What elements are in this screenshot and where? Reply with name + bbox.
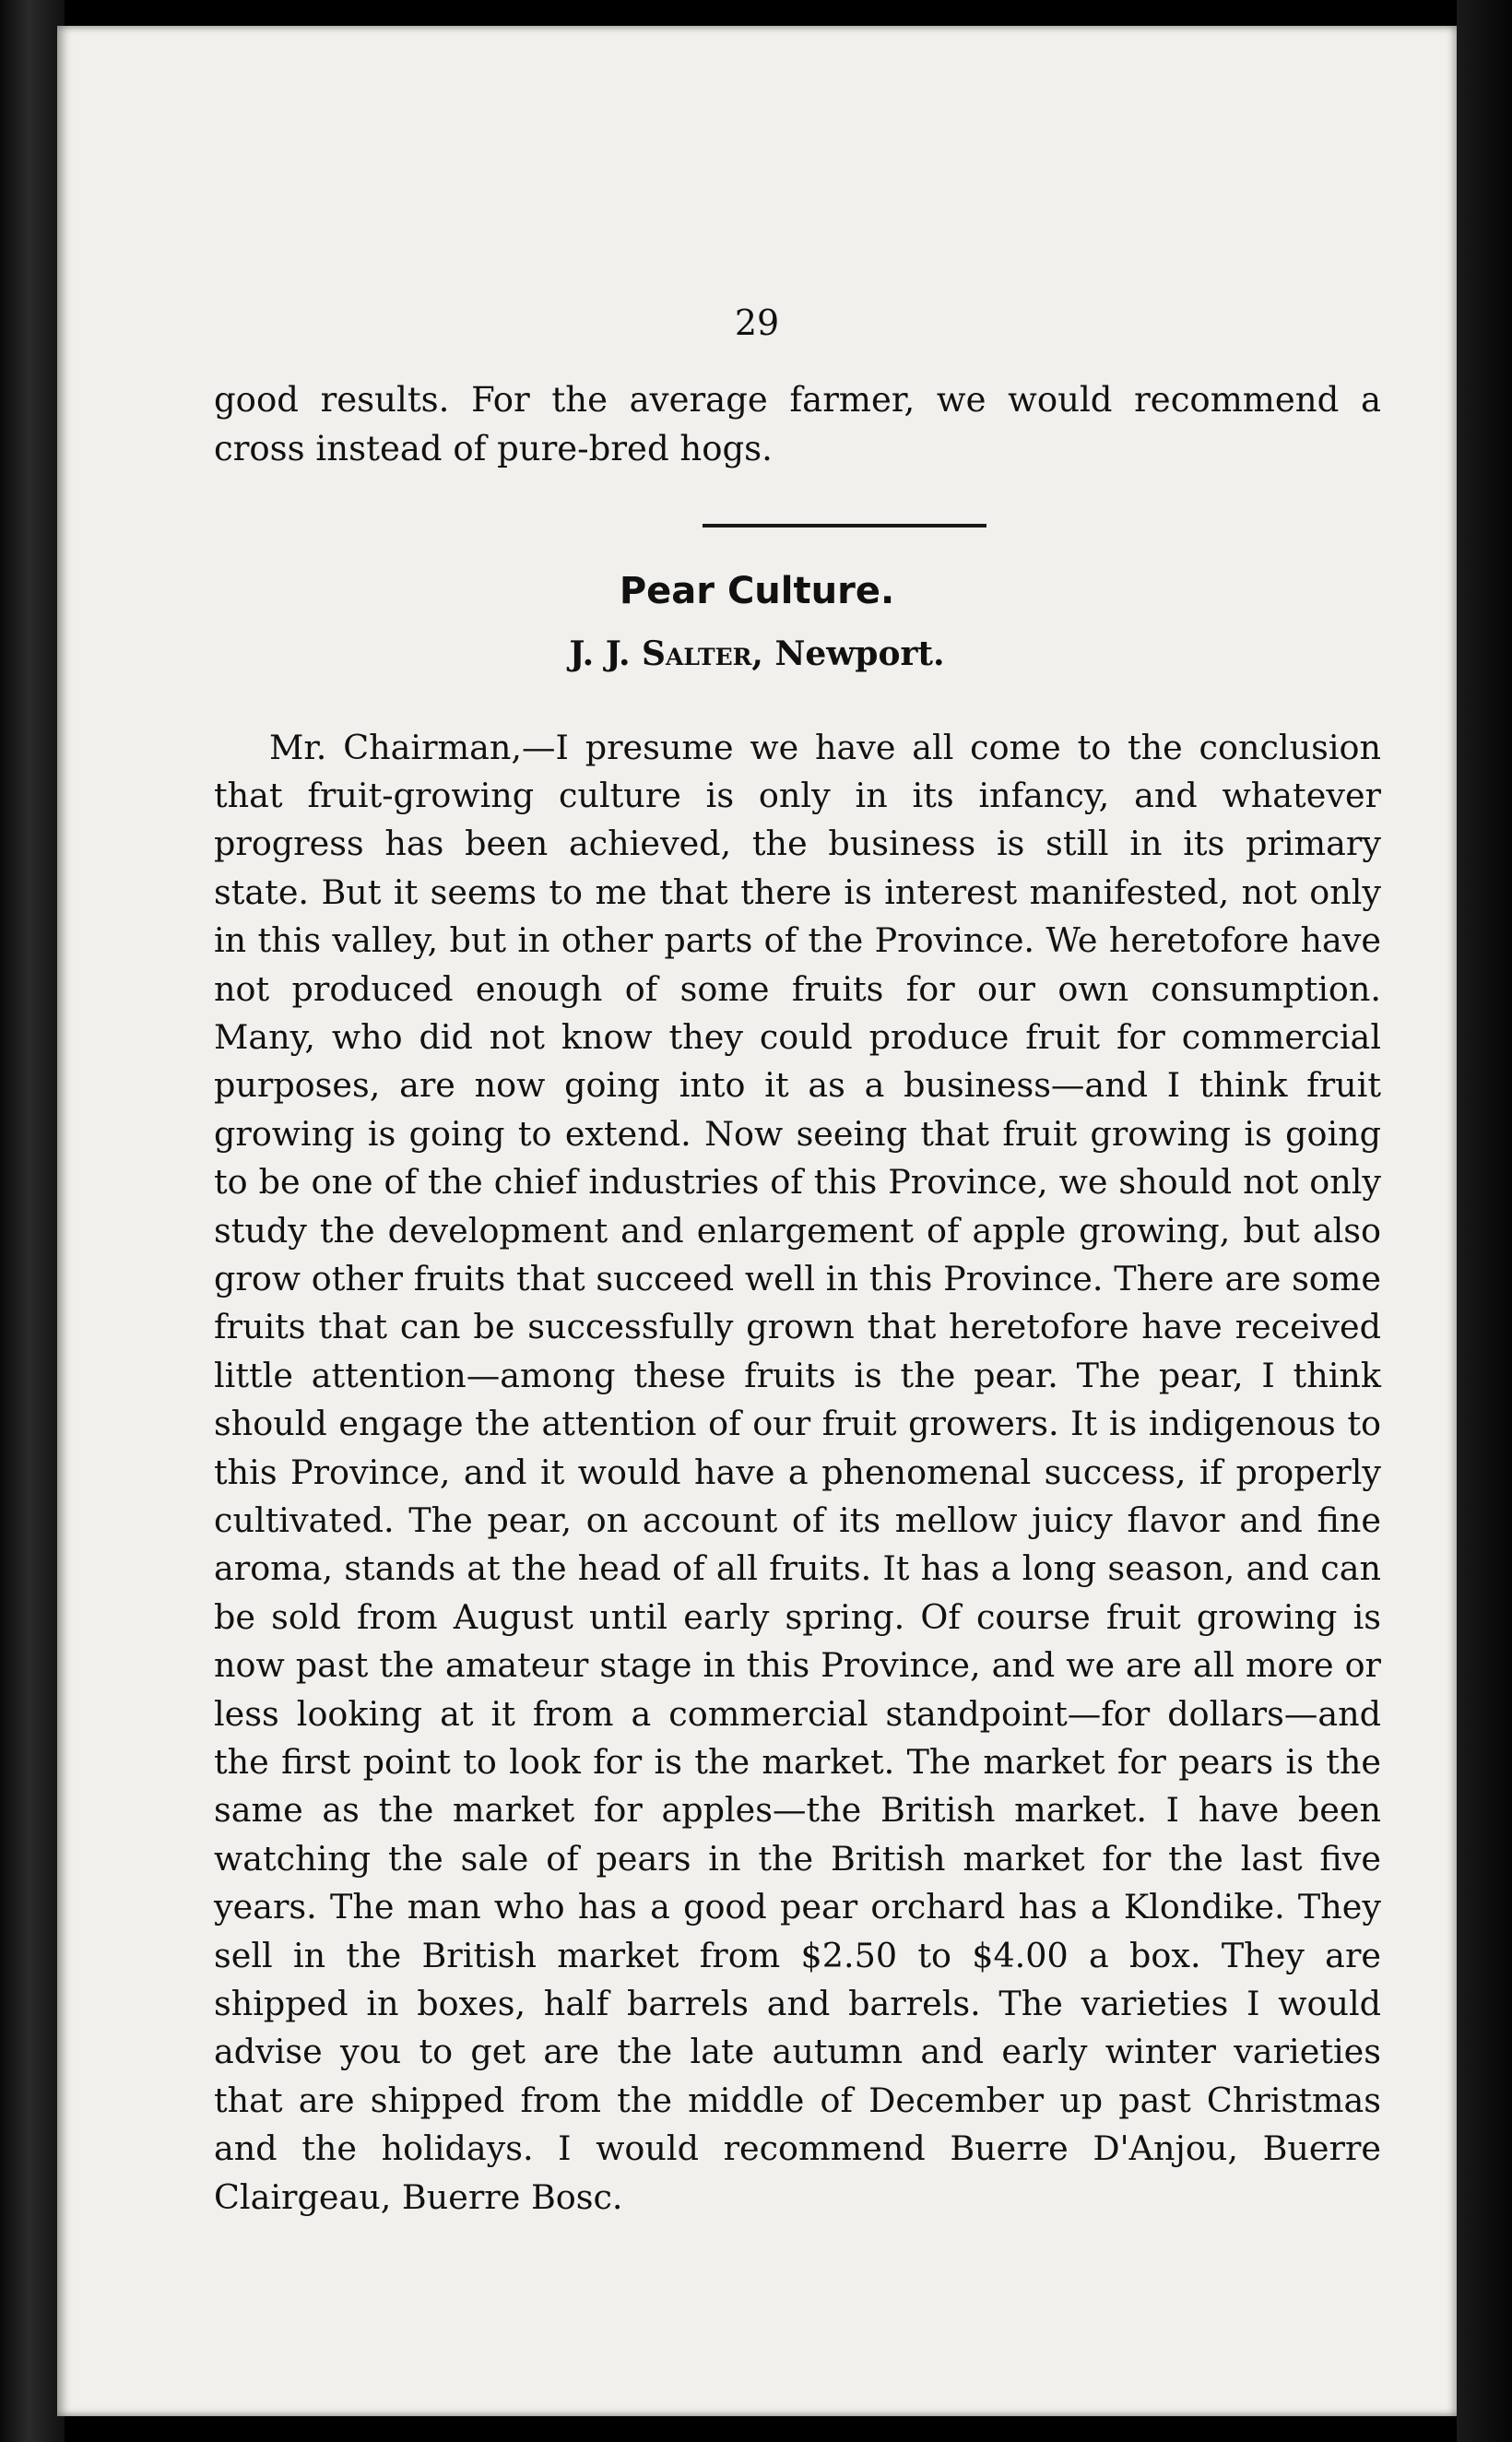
page-number: 29 [734, 302, 780, 343]
article-byline [57, 634, 1457, 673]
author-location: , Newport. [751, 634, 945, 673]
article-body: Mr. Chairman,—I presume we have all come to the conclusion that fruit-growing culture is only in its infancy, and whatever progress has been achieved, the business is still in its primary state. But it seems to me that there is interest manifested, not only in this valley, but in other parts of the Province. We heretofore have not produced enough of some fruits for our own consumption. Many, who did not know they could produce fruit for commercial purposes, are now going into it as a business—and I think fruit growing is going to extend. Now seeing that fruit growing is going to be one of the chief industries of this Province, we should not only study the development and enlargement of apple growing, but also grow other fruits that succeed well in this Province. There are some fruits that can be successfully grown that heretofore have received little attention—among these fruits is the pear. The pear, I think should engage the attention of our fruit growers. It is indigenous to this Province, and it would have a phenomenal success, if properly cultivated. The pear, on account of its mellow juicy flavor and fine aroma, stands at the head of all fruits. It has a long season, and can be sold from August until early spring. Of course fruit growing is now past the amateur stage in this Province, and we are all more or less looking at it from a commercial standpoint—for dollars—and the first point to look for is the market. The market for pears is the same as the market for apples—the British market. I have been watching the sale of pears in the British market for the last five years. The man who has a good pear orchard has a Klondike. They sell in the British market from $2.50 to $4.00 a box. They are shipped in boxes, half barrels and barrels. The varieties I would advise you to get are the late autumn and early winter varieties that are shipped from the middle of December up past Christmas and the holidays. I would recommend Buerre D'Anjou, Buerre Clairgeau, Buerre Bosc. [214, 727, 1381, 2217]
continuation-text: good results. For the average farmer, we would recommend a cross instead of pure-bred hogs. [214, 380, 1381, 468]
book-spine-shadow [0, 0, 65, 2442]
continuation-paragraph [214, 376, 1381, 473]
book-page [57, 26, 1457, 2416]
author-surname: Salter [642, 634, 752, 673]
author-initials: J. J. [569, 634, 631, 673]
section-divider [703, 524, 986, 528]
page-edge-shadow [1457, 0, 1512, 2442]
article-title: Pear Culture. [619, 570, 895, 612]
